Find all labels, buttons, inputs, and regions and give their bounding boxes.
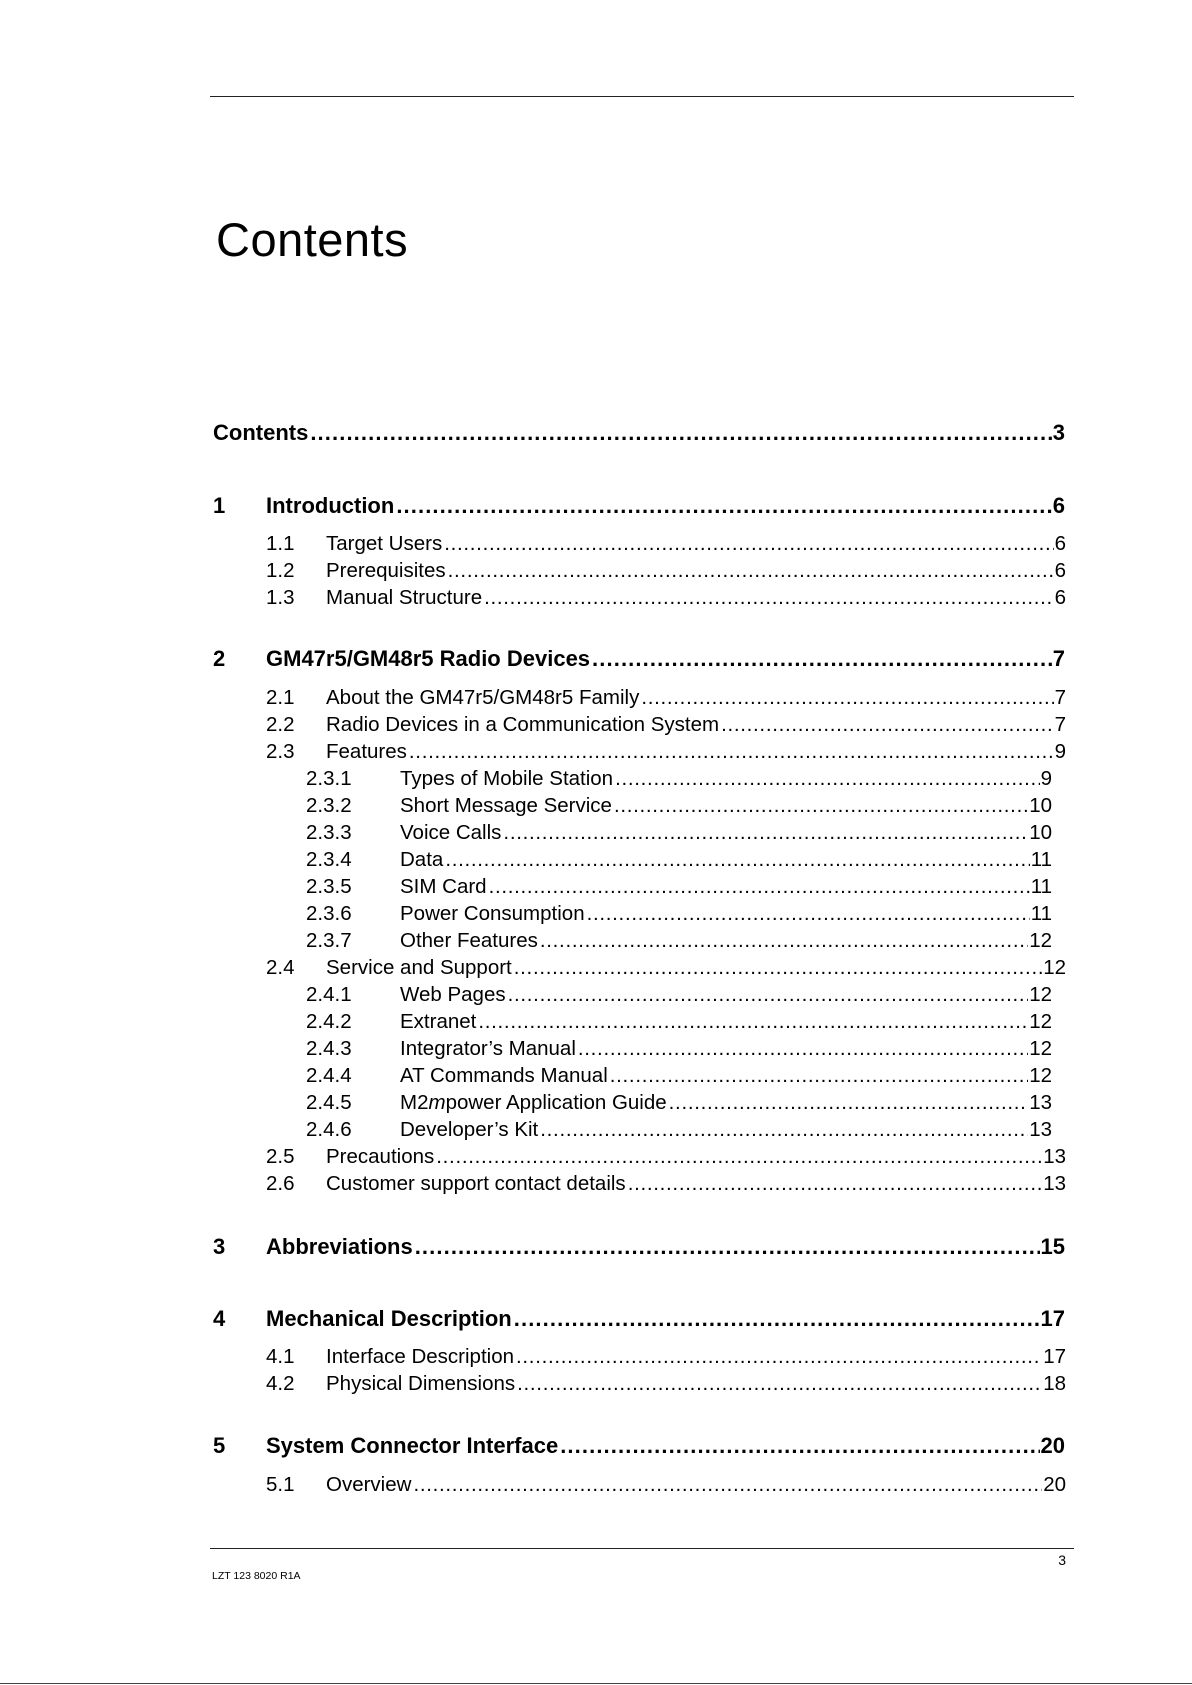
toc-entry-4-1[interactable] bbox=[266, 1345, 1066, 1369]
toc-title: Radio Devices in a Communication System bbox=[326, 713, 720, 736]
toc-entry-1-3[interactable] bbox=[266, 586, 1066, 610]
toc-section-4[interactable] bbox=[213, 1306, 1065, 1332]
toc-page: 15 bbox=[1040, 1234, 1065, 1259]
toc-page: 17 bbox=[1040, 1306, 1065, 1331]
toc-number: 2.4 bbox=[266, 956, 295, 979]
toc-title: Manual Structure bbox=[326, 586, 483, 609]
toc-title: Voice Calls bbox=[400, 821, 502, 844]
toc-number: 4 bbox=[213, 1306, 226, 1331]
toc-entry-2-3-3[interactable] bbox=[306, 821, 1052, 845]
toc-entry-2-3-2[interactable] bbox=[306, 794, 1052, 818]
toc-page: 12 bbox=[1029, 929, 1052, 952]
toc-title-part: power Application Guide bbox=[445, 1091, 667, 1114]
toc-page: 13 bbox=[1029, 1091, 1052, 1114]
toc-entry-1-1[interactable] bbox=[266, 532, 1066, 556]
toc-leader bbox=[614, 794, 1028, 818]
toc-section-2[interactable] bbox=[213, 646, 1065, 672]
toc-leader bbox=[514, 1306, 1040, 1332]
toc-page: 12 bbox=[1029, 1010, 1052, 1033]
toc-leader bbox=[610, 1064, 1028, 1088]
toc-entry-1-2[interactable] bbox=[266, 559, 1066, 583]
toc-section-5[interactable] bbox=[213, 1433, 1065, 1459]
toc-leader bbox=[409, 740, 1054, 764]
toc-number: 3 bbox=[213, 1234, 226, 1259]
toc-leader bbox=[578, 1037, 1028, 1061]
toc-number: 4.2 bbox=[266, 1372, 295, 1395]
toc-title: Contents bbox=[213, 420, 309, 445]
toc-entry-2-3[interactable] bbox=[266, 740, 1066, 764]
toc-page: 20 bbox=[1043, 1473, 1066, 1496]
toc-number: 2.3.5 bbox=[306, 875, 352, 898]
toc-entry-2-4-6[interactable] bbox=[306, 1118, 1052, 1142]
header-rule bbox=[210, 96, 1074, 97]
toc-leader bbox=[641, 686, 1053, 710]
toc-number: 1.3 bbox=[266, 586, 295, 609]
toc-title-italic: m bbox=[428, 1091, 446, 1114]
toc-leader bbox=[396, 493, 1051, 519]
toc-leader bbox=[484, 586, 1053, 610]
toc-page: 11 bbox=[1030, 875, 1052, 898]
toc-leader bbox=[560, 1433, 1039, 1459]
toc-section-1[interactable] bbox=[213, 493, 1065, 519]
toc-number: 1 bbox=[213, 493, 226, 518]
toc-entry-2-4-4[interactable] bbox=[306, 1064, 1052, 1088]
toc-number: 2.4.5 bbox=[306, 1091, 352, 1114]
toc-page: 12 bbox=[1029, 1064, 1052, 1087]
toc-number: 2.3.4 bbox=[306, 848, 352, 871]
toc-entry-2-6[interactable] bbox=[266, 1172, 1066, 1196]
toc-entry-5-1[interactable] bbox=[266, 1473, 1066, 1497]
toc-page: 20 bbox=[1040, 1433, 1065, 1458]
toc-leader bbox=[445, 848, 1029, 872]
toc-entry-contents[interactable] bbox=[213, 420, 1065, 446]
toc-title: Other Features bbox=[400, 929, 538, 952]
toc-number: 2.5 bbox=[266, 1145, 295, 1168]
toc-page: 10 bbox=[1029, 821, 1052, 844]
toc-leader bbox=[516, 1345, 1042, 1369]
toc-page: 12 bbox=[1029, 1037, 1052, 1060]
toc-page: 11 bbox=[1030, 848, 1052, 871]
toc-number: 2 bbox=[213, 646, 226, 671]
toc-entry-2-4-2[interactable] bbox=[306, 1010, 1052, 1034]
toc-number: 2.4.2 bbox=[306, 1010, 352, 1033]
toc-number: 1.2 bbox=[266, 559, 295, 582]
toc-title: Extranet bbox=[400, 1010, 477, 1033]
toc-number: 2.6 bbox=[266, 1172, 295, 1195]
toc-number: 2.3.3 bbox=[306, 821, 352, 844]
toc-title: Power Consumption bbox=[400, 902, 585, 925]
toc-title: Target Users bbox=[326, 532, 443, 555]
toc-entry-2-2[interactable] bbox=[266, 713, 1066, 737]
page-edge-rule bbox=[0, 1683, 1192, 1684]
toc-title: Short Message Service bbox=[400, 794, 612, 817]
toc-entry-2-4-3[interactable] bbox=[306, 1037, 1052, 1061]
toc-page: 13 bbox=[1043, 1172, 1066, 1195]
toc-number: 2.4.4 bbox=[306, 1064, 352, 1087]
toc-number: 2.1 bbox=[266, 686, 295, 709]
toc-leader bbox=[615, 767, 1040, 791]
toc-title bbox=[400, 1091, 667, 1115]
toc-entry-2-3-1[interactable] bbox=[306, 767, 1052, 791]
page-title: Contents bbox=[216, 213, 409, 266]
toc-entry-2-3-4[interactable] bbox=[306, 848, 1052, 872]
toc-page: 7 bbox=[1054, 686, 1066, 709]
toc-title: Integrator’s Manual bbox=[400, 1037, 576, 1060]
toc-title: GM47r5/GM48r5 Radio Devices bbox=[266, 646, 591, 671]
toc-page: 3 bbox=[1052, 420, 1065, 445]
toc-page: 17 bbox=[1043, 1345, 1066, 1368]
toc-title: SIM Card bbox=[400, 875, 487, 898]
toc-entry-2-1[interactable] bbox=[266, 686, 1066, 710]
toc-number: 2.4.1 bbox=[306, 983, 352, 1006]
toc-page: 7 bbox=[1052, 646, 1065, 671]
toc-title: About the GM47r5/GM48r5 Family bbox=[326, 686, 640, 709]
toc-leader bbox=[669, 1091, 1029, 1115]
toc-title: Physical Dimensions bbox=[326, 1372, 516, 1395]
toc-leader bbox=[514, 956, 1042, 980]
toc-page: 6 bbox=[1054, 586, 1066, 609]
toc-number: 2.2 bbox=[266, 713, 295, 736]
toc-leader bbox=[415, 1234, 1040, 1260]
toc-page: 9 bbox=[1040, 767, 1052, 790]
toc-leader bbox=[436, 1145, 1042, 1169]
toc-entry-2-4[interactable] bbox=[266, 956, 1066, 980]
toc-leader bbox=[540, 1118, 1028, 1142]
toc-number: 2.3.2 bbox=[306, 794, 352, 817]
toc-page: 13 bbox=[1029, 1118, 1052, 1141]
toc-title: Features bbox=[326, 740, 407, 763]
toc-number: 2.3.6 bbox=[306, 902, 352, 925]
toc-page: 11 bbox=[1030, 902, 1052, 925]
toc-entry-2-4-5[interactable] bbox=[306, 1091, 1052, 1115]
toc-leader bbox=[478, 1010, 1028, 1034]
toc-title: Customer support contact details bbox=[326, 1172, 626, 1195]
toc-leader bbox=[592, 646, 1052, 672]
page-number: 3 bbox=[1058, 1552, 1066, 1568]
toc-leader bbox=[587, 902, 1030, 926]
toc-title: AT Commands Manual bbox=[400, 1064, 608, 1087]
toc-number: 2.3.7 bbox=[306, 929, 352, 952]
toc-section-3[interactable] bbox=[213, 1234, 1065, 1260]
toc-entry-2-3-7[interactable] bbox=[306, 929, 1052, 953]
toc-number: 2.3 bbox=[266, 740, 295, 763]
toc-page: 6 bbox=[1052, 493, 1065, 518]
toc-page: 12 bbox=[1043, 956, 1066, 979]
toc-page: 6 bbox=[1054, 532, 1066, 555]
toc-title: Data bbox=[400, 848, 444, 871]
toc-title: Abbreviations bbox=[266, 1234, 413, 1259]
document-id: LZT 123 8020 R1A bbox=[212, 1570, 301, 1582]
toc-page: 10 bbox=[1029, 794, 1052, 817]
toc-title-part: M2 bbox=[400, 1091, 429, 1114]
toc-leader bbox=[444, 532, 1053, 556]
toc-leader bbox=[721, 713, 1054, 737]
toc-page: 9 bbox=[1054, 740, 1066, 763]
toc-leader bbox=[517, 1372, 1042, 1396]
toc-page: 18 bbox=[1043, 1372, 1066, 1395]
toc-entry-2-5[interactable] bbox=[266, 1145, 1066, 1169]
toc-title: Prerequisites bbox=[326, 559, 446, 582]
toc-entry-2-3-5[interactable] bbox=[306, 875, 1052, 899]
toc-title: Mechanical Description bbox=[266, 1306, 512, 1331]
toc-title: System Connector Interface bbox=[266, 1433, 559, 1458]
toc-number: 4.1 bbox=[266, 1345, 295, 1368]
toc-title: Web Pages bbox=[400, 983, 506, 1006]
toc-leader bbox=[413, 1473, 1042, 1497]
toc-number: 1.1 bbox=[266, 532, 295, 555]
toc-page: 7 bbox=[1054, 713, 1066, 736]
toc-title: Types of Mobile Station bbox=[400, 767, 614, 790]
toc-title: Interface Description bbox=[326, 1345, 515, 1368]
toc-entry-4-2[interactable] bbox=[266, 1372, 1066, 1396]
toc-leader bbox=[503, 821, 1028, 845]
toc-title: Service and Support bbox=[326, 956, 512, 979]
toc-leader bbox=[628, 1172, 1043, 1196]
toc-number: 2.4.6 bbox=[306, 1118, 352, 1141]
toc-number: 2.3.1 bbox=[306, 767, 352, 790]
toc-title: Overview bbox=[326, 1473, 412, 1496]
toc-number: 5 bbox=[213, 1433, 226, 1458]
toc-page: 13 bbox=[1043, 1145, 1066, 1168]
toc-number: 5.1 bbox=[266, 1473, 295, 1496]
toc-page: 6 bbox=[1054, 559, 1066, 582]
toc-title: Developer’s Kit bbox=[400, 1118, 539, 1141]
toc-leader bbox=[508, 983, 1029, 1007]
toc-title: Precautions bbox=[326, 1145, 435, 1168]
toc-number: 2.4.3 bbox=[306, 1037, 352, 1060]
toc-entry-2-4-1[interactable] bbox=[306, 983, 1052, 1007]
toc-leader bbox=[310, 420, 1051, 446]
toc-title: Introduction bbox=[266, 493, 395, 518]
footer-rule bbox=[210, 1548, 1074, 1549]
toc-entry-2-3-6[interactable] bbox=[306, 902, 1052, 926]
toc-page: 12 bbox=[1029, 983, 1052, 1006]
toc-leader bbox=[448, 559, 1054, 583]
toc-leader bbox=[540, 929, 1028, 953]
toc-leader bbox=[489, 875, 1030, 899]
